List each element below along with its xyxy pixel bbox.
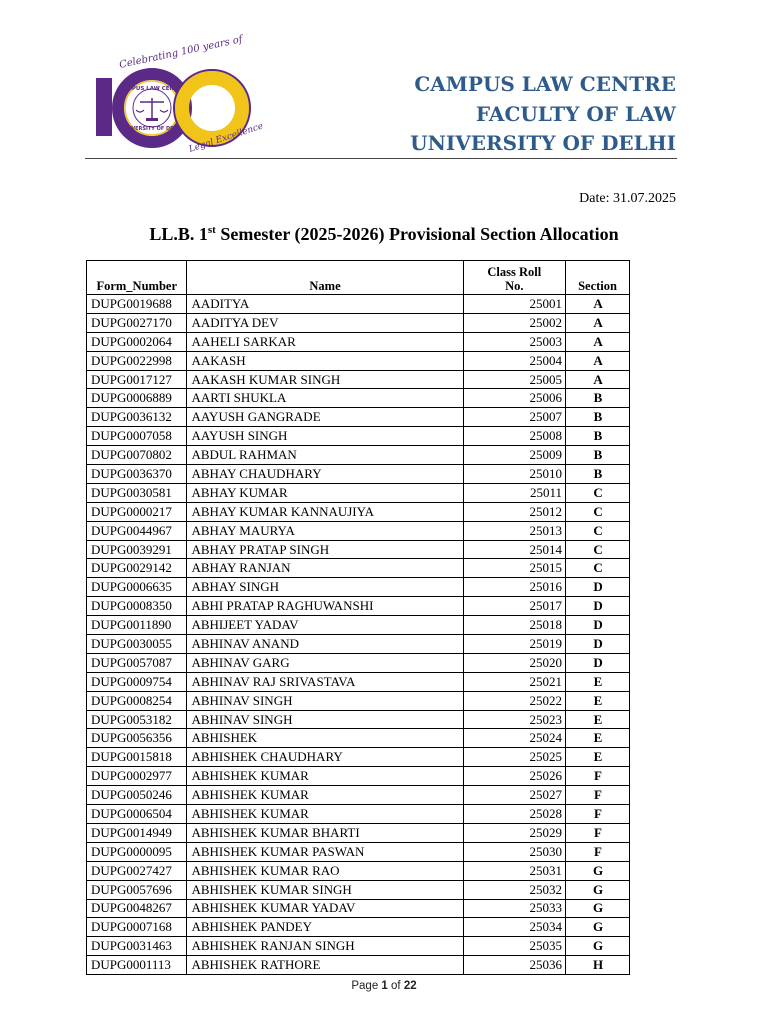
cell-class-roll: 25010	[463, 465, 566, 484]
column-header-name: Name	[187, 261, 463, 295]
cell-name: ABHISHEK RATHORE	[187, 956, 463, 975]
cell-class-roll: 25022	[463, 691, 566, 710]
cell-section: A	[566, 370, 630, 389]
cell-form-number: DUPG0050246	[87, 786, 187, 805]
cell-form-number: DUPG0007168	[87, 918, 187, 937]
cell-name: ABHIJEET YADAV	[187, 616, 463, 635]
cell-class-roll: 25036	[463, 956, 566, 975]
table-row	[87, 899, 630, 918]
table-row	[87, 937, 630, 956]
cell-section: F	[566, 842, 630, 861]
cell-name: ABDUL RAHMAN	[187, 446, 463, 465]
cell-form-number: DUPG0008350	[87, 597, 187, 616]
table-row	[87, 540, 630, 559]
cell-class-roll: 25028	[463, 805, 566, 824]
table-row	[87, 313, 630, 332]
cell-name: ABHISHEK KUMAR SINGH	[187, 880, 463, 899]
cell-section: E	[566, 710, 630, 729]
cell-section: F	[566, 767, 630, 786]
cell-section: G	[566, 918, 630, 937]
cell-name: AADITYA	[187, 295, 463, 314]
table-row	[87, 786, 630, 805]
table-row	[87, 842, 630, 861]
cell-form-number: DUPG0006504	[87, 805, 187, 824]
cell-section: A	[566, 313, 630, 332]
table-row	[87, 597, 630, 616]
cell-form-number: DUPG0002977	[87, 767, 187, 786]
cell-section: D	[566, 597, 630, 616]
cell-section: D	[566, 653, 630, 672]
cell-form-number: DUPG0053182	[87, 710, 187, 729]
cell-class-roll: 25019	[463, 635, 566, 654]
cell-section: D	[566, 616, 630, 635]
cell-class-roll: 25018	[463, 616, 566, 635]
cell-name: AADITYA DEV	[187, 313, 463, 332]
cell-section: C	[566, 483, 630, 502]
cell-form-number: DUPG0031463	[87, 937, 187, 956]
cell-form-number: DUPG0008254	[87, 691, 187, 710]
cell-class-roll: 25031	[463, 861, 566, 880]
cell-name: ABHI PRATAP RAGHUWANSHI	[187, 597, 463, 616]
column-header-class-roll	[463, 261, 566, 295]
table-row	[87, 502, 630, 521]
cell-section: F	[566, 823, 630, 842]
cell-class-roll: 25021	[463, 672, 566, 691]
document-title	[0, 224, 768, 245]
cell-form-number: DUPG0036132	[87, 408, 187, 427]
college-logo	[90, 34, 265, 160]
cell-section: G	[566, 861, 630, 880]
table-row	[87, 918, 630, 937]
cell-name: ABHISHEK KUMAR	[187, 786, 463, 805]
table-row	[87, 805, 630, 824]
table-row	[87, 748, 630, 767]
table-row	[87, 427, 630, 446]
cell-name: ABHINAV SINGH	[187, 710, 463, 729]
cell-section: B	[566, 389, 630, 408]
cell-name: AAHELI SARKAR	[187, 332, 463, 351]
cell-form-number: DUPG0070802	[87, 446, 187, 465]
cell-name: ABHAY KUMAR KANNAUJIYA	[187, 502, 463, 521]
cell-form-number: DUPG0022998	[87, 351, 187, 370]
cell-class-roll: 25002	[463, 313, 566, 332]
cell-name: AAKASH KUMAR SINGH	[187, 370, 463, 389]
cell-form-number: DUPG0014949	[87, 823, 187, 842]
title-superscript: st	[207, 224, 216, 236]
cell-class-roll: 25007	[463, 408, 566, 427]
cell-class-roll: 25005	[463, 370, 566, 389]
cell-class-roll: 25012	[463, 502, 566, 521]
cell-section: G	[566, 899, 630, 918]
cell-form-number: DUPG0019688	[87, 295, 187, 314]
table-row	[87, 295, 630, 314]
table-row	[87, 823, 630, 842]
logo-seal-bottom: UNIVERSITY OF DELHI	[121, 126, 183, 132]
cell-section: B	[566, 408, 630, 427]
cell-form-number: DUPG0011890	[87, 616, 187, 635]
cell-name: AAKASH	[187, 351, 463, 370]
page-footer	[0, 980, 768, 992]
cell-section: E	[566, 748, 630, 767]
document-date: Date: 31.07.2025	[579, 191, 676, 206]
cell-name: ABHISHEK CHAUDHARY	[187, 748, 463, 767]
cell-form-number: DUPG0044967	[87, 521, 187, 540]
cell-section: D	[566, 635, 630, 654]
cell-section: F	[566, 786, 630, 805]
cell-class-roll: 25014	[463, 540, 566, 559]
cell-name: ABHINAV SINGH	[187, 691, 463, 710]
cell-name: ABHAY MAURYA	[187, 521, 463, 540]
cell-class-roll: 25035	[463, 937, 566, 956]
cell-section: G	[566, 880, 630, 899]
cell-name: ABHINAV RAJ SRIVASTAVA	[187, 672, 463, 691]
cell-section: D	[566, 578, 630, 597]
cell-section: A	[566, 295, 630, 314]
cell-class-roll: 25020	[463, 653, 566, 672]
cell-form-number: DUPG0030055	[87, 635, 187, 654]
institution-line-1: CAMPUS LAW CENTRE	[414, 72, 676, 96]
cell-class-roll: 25029	[463, 823, 566, 842]
cell-class-roll: 25016	[463, 578, 566, 597]
cell-name: ABHISHEK KUMAR BHARTI	[187, 823, 463, 842]
cell-form-number: DUPG0039291	[87, 540, 187, 559]
cell-section: E	[566, 691, 630, 710]
cell-name: ABHISHEK KUMAR	[187, 767, 463, 786]
cell-class-roll: 25008	[463, 427, 566, 446]
cell-class-roll: 25027	[463, 786, 566, 805]
cell-form-number: DUPG0036370	[87, 465, 187, 484]
roll-header-line2: No.	[505, 279, 524, 293]
cell-name: ABHAY CHAUDHARY	[187, 465, 463, 484]
cell-name: AARTI SHUKLA	[187, 389, 463, 408]
footer-page-label: Page	[351, 980, 379, 992]
cell-section: C	[566, 540, 630, 559]
cell-class-roll: 25004	[463, 351, 566, 370]
cell-class-roll: 25034	[463, 918, 566, 937]
table-row	[87, 465, 630, 484]
logo-seal-top: CAMPUS LAW CENTRE	[118, 86, 186, 92]
table-row	[87, 446, 630, 465]
cell-name: ABHISHEK	[187, 729, 463, 748]
title-suffix: Semester (2025-2026) Provisional Section Allocation	[215, 224, 619, 244]
cell-form-number: DUPG0001113	[87, 956, 187, 975]
institution-heading	[410, 70, 676, 159]
cell-form-number: DUPG0030581	[87, 483, 187, 502]
cell-name: AAYUSH GANGRADE	[187, 408, 463, 427]
cell-name: AAYUSH SINGH	[187, 427, 463, 446]
logo-arc-text: Celebrating 100 years of	[118, 34, 244, 71]
cell-name: ABHAY RANJAN	[187, 559, 463, 578]
footer-of-label: of	[391, 980, 401, 992]
table-header-row	[87, 261, 630, 295]
cell-class-roll: 25006	[463, 389, 566, 408]
cell-class-roll: 25032	[463, 880, 566, 899]
table-row	[87, 956, 630, 975]
header-divider	[85, 158, 677, 159]
table-row	[87, 521, 630, 540]
cell-section: E	[566, 729, 630, 748]
column-header-section: Section	[566, 261, 630, 295]
roll-header-line1: Class Roll	[487, 265, 542, 279]
cell-name: ABHISHEK KUMAR	[187, 805, 463, 824]
cell-class-roll: 25003	[463, 332, 566, 351]
cell-form-number: DUPG0009754	[87, 672, 187, 691]
cell-class-roll: 25001	[463, 295, 566, 314]
cell-form-number: DUPG0002064	[87, 332, 187, 351]
table-row	[87, 672, 630, 691]
table-row	[87, 408, 630, 427]
cell-name: ABHINAV GARG	[187, 653, 463, 672]
table-row	[87, 880, 630, 899]
cell-section: C	[566, 559, 630, 578]
cell-section: E	[566, 672, 630, 691]
cell-class-roll: 25023	[463, 710, 566, 729]
title-prefix: LL.B. 1	[149, 224, 208, 244]
cell-class-roll: 25015	[463, 559, 566, 578]
cell-class-roll: 25011	[463, 483, 566, 502]
cell-form-number: DUPG0007058	[87, 427, 187, 446]
footer-total-pages: 22	[403, 980, 417, 992]
cell-section: H	[566, 956, 630, 975]
table-body	[87, 295, 630, 975]
cell-section: C	[566, 521, 630, 540]
cell-form-number: DUPG0017127	[87, 370, 187, 389]
cell-class-roll: 25025	[463, 748, 566, 767]
cell-name: ABHISHEK PANDEY	[187, 918, 463, 937]
cell-section: G	[566, 937, 630, 956]
table-row	[87, 653, 630, 672]
cell-form-number: DUPG0027170	[87, 313, 187, 332]
cell-section: C	[566, 502, 630, 521]
cell-form-number: DUPG0048267	[87, 899, 187, 918]
cell-form-number: DUPG0057696	[87, 880, 187, 899]
table-row	[87, 710, 630, 729]
cell-section: A	[566, 351, 630, 370]
institution-line-2: FACULTY OF LAW	[475, 101, 676, 126]
cell-name: ABHAY KUMAR	[187, 483, 463, 502]
logo-tagline: Legal Excellence	[187, 121, 265, 155]
cell-class-roll: 25009	[463, 446, 566, 465]
column-header-form-number: Form_Number	[87, 261, 187, 295]
cell-section: B	[566, 465, 630, 484]
cell-section: F	[566, 805, 630, 824]
cell-form-number: DUPG0006635	[87, 578, 187, 597]
cell-section: B	[566, 427, 630, 446]
table-row	[87, 332, 630, 351]
table-row	[87, 578, 630, 597]
table-row	[87, 616, 630, 635]
institution-line-3: UNIVERSITY OF DELHI	[410, 131, 676, 155]
cell-section: B	[566, 446, 630, 465]
cell-form-number: DUPG0056356	[87, 729, 187, 748]
table-row	[87, 767, 630, 786]
cell-name: ABHISHEK RANJAN SINGH	[187, 937, 463, 956]
table-row	[87, 691, 630, 710]
cell-form-number: DUPG0027427	[87, 861, 187, 880]
cell-form-number: DUPG0000095	[87, 842, 187, 861]
table-row	[87, 729, 630, 748]
table-row	[87, 861, 630, 880]
cell-class-roll: 25033	[463, 899, 566, 918]
cell-class-roll: 25013	[463, 521, 566, 540]
footer-current-page: 1	[381, 980, 388, 992]
cell-class-roll: 25024	[463, 729, 566, 748]
cell-class-roll: 25026	[463, 767, 566, 786]
table-row	[87, 389, 630, 408]
cell-name: ABHISHEK KUMAR PASWAN	[187, 842, 463, 861]
cell-form-number: DUPG0029142	[87, 559, 187, 578]
cell-form-number: DUPG0015818	[87, 748, 187, 767]
table-row	[87, 635, 630, 654]
cell-name: ABHAY SINGH	[187, 578, 463, 597]
cell-form-number: DUPG0006889	[87, 389, 187, 408]
cell-class-roll: 25017	[463, 597, 566, 616]
cell-name: ABHISHEK KUMAR YADAV	[187, 899, 463, 918]
table-row	[87, 351, 630, 370]
cell-form-number: DUPG0057087	[87, 653, 187, 672]
cell-name: ABHAY PRATAP SINGH	[187, 540, 463, 559]
table-row	[87, 559, 630, 578]
cell-section: A	[566, 332, 630, 351]
cell-class-roll: 25030	[463, 842, 566, 861]
table-row	[87, 483, 630, 502]
cell-name: ABHISHEK KUMAR RAO	[187, 861, 463, 880]
cell-form-number: DUPG0000217	[87, 502, 187, 521]
cell-name: ABHINAV ANAND	[187, 635, 463, 654]
section-allocation-table	[86, 260, 630, 975]
table-row	[87, 370, 630, 389]
